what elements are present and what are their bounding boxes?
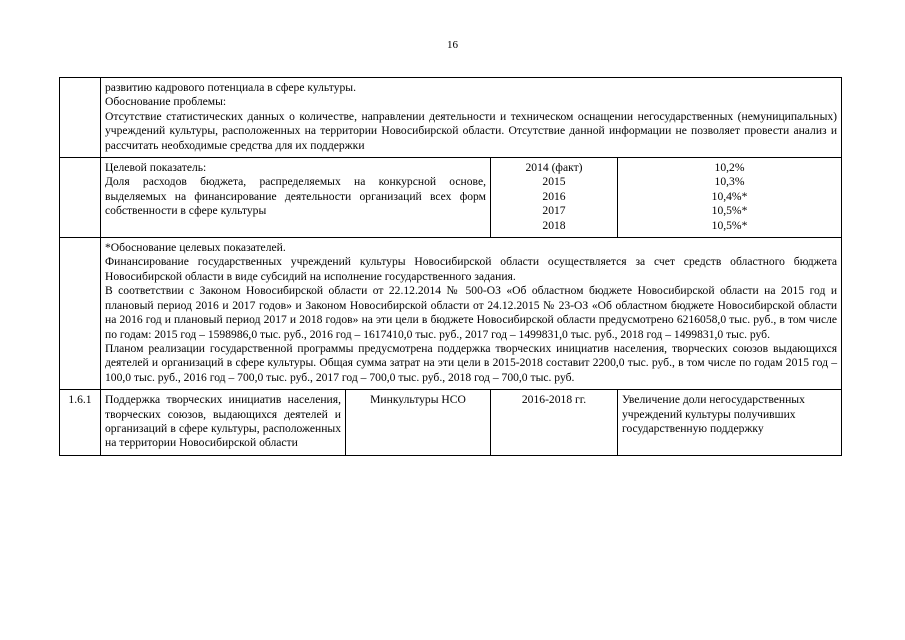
indicator-years-cell xyxy=(491,158,618,238)
indicator-values-cell xyxy=(618,158,842,238)
indicator-row xyxy=(60,158,842,238)
number-cell-empty xyxy=(60,78,101,158)
indicator-year: 2016 xyxy=(542,189,566,203)
indicator-value: 10,2% xyxy=(714,161,745,175)
measure-period: 2016-2018 гг. xyxy=(491,390,618,456)
page-number: 16 xyxy=(447,39,458,51)
justification-heading: *Обоснование целевых показателей. xyxy=(105,241,286,255)
justification-cell xyxy=(101,238,842,390)
indicator-value: 10,5%* xyxy=(711,204,748,218)
indicator-value: 10,3% xyxy=(714,175,745,189)
program-table xyxy=(59,77,842,456)
justification-paragraph-2: В соответствии с Законом Новосибирской области от 22.12.2014 № 500-ОЗ «Об областном бюджете Новосибирской области на 2015 год и плановый период 2016 и 2017 годов» и Законом Новосибирской области от 24.12.2015 № 23-ОЗ «Об областном бюджете Новосибирской области на 2016 год и плановый период 2017 и 2018 годов» на эти цели в бюджете Новосибирской области предусмотрено 6216058,0 тыс. руб., в том числе по годам: 2015 год – 1598986,0 тыс. руб., 2016 год – 1617410,0 тыс. руб., 2017 год – 1499831,0 тыс. руб., 2018 год – 1499831,0 тыс. руб. xyxy=(105,284,838,341)
indicator-value: 10,5%* xyxy=(711,218,748,232)
measure-row-1-6-1 xyxy=(60,390,842,456)
justification-paragraph-3: Планом реализации государственной программы предусмотрена поддержка творческих инициатив населения, творческих союзов выдающихся деятелей и организаций в сфере культуры. Общая сумма затрат на эти цели в 2015-2018 составит 2200,0 тыс. руб., в том числе по годам 2015 год – 100,0 тыс. руб., 2016 год – 700,0 тыс. руб., 2017 год – 700,0 тыс. руб., 2018 год – 700,0 тыс. руб. xyxy=(105,341,838,384)
measure-description: Поддержка творческих инициатив населения, творческих союзов, выдающихся деятелей и организаций в сфере культуры, расположенных на территории Новосибирской области xyxy=(101,390,346,456)
indicator-text-cell xyxy=(101,158,491,238)
problem-paragraph: Отсутствие статистических данных о количестве, направлении деятельности и техническом оснащении негосударственных (немуниципальных) учреждений культуры, расположенных на территории Новосибирской области. Отсутствие данной информации не позволяет провести анализ и рассчитать необходимые средства для их поддержки xyxy=(105,109,838,152)
indicator-year: 2015 xyxy=(542,175,566,189)
indicator-year: 2018 xyxy=(542,218,566,232)
justification-row xyxy=(60,238,842,390)
measure-result: Увеличение доли негосударственных учреждений культуры получивших государственную поддержку xyxy=(618,390,842,456)
measure-number: 1.6.1 xyxy=(60,390,101,456)
indicator-description: Доля расходов бюджета, распределяемых на конкурсной основе, выделяемых на финансирование деятельности организаций всех форм собственности в сфере культуры xyxy=(105,175,486,218)
problem-intro-line: развитию кадрового потенциала в сфере культуры. xyxy=(105,81,356,94)
problem-heading: Обоснование проблемы: xyxy=(105,95,227,109)
problem-cell xyxy=(101,78,842,158)
justification-paragraph-1: Финансирование государственных учреждений культуры Новосибирской области осуществляется за счет средств областного бюджета Новосибирской области в виде субсидий на исполнение государственного задания. xyxy=(105,255,838,283)
problem-row xyxy=(60,78,842,158)
measure-executor: Минкультуры НСО xyxy=(346,390,491,456)
indicator-year: 2017 xyxy=(542,204,566,218)
indicator-year: 2014 (факт) xyxy=(525,161,583,175)
number-cell-empty xyxy=(60,158,101,238)
indicator-label: Целевой показатель: xyxy=(105,161,207,175)
indicator-value: 10,4%* xyxy=(711,189,748,203)
number-cell-empty xyxy=(60,238,101,390)
